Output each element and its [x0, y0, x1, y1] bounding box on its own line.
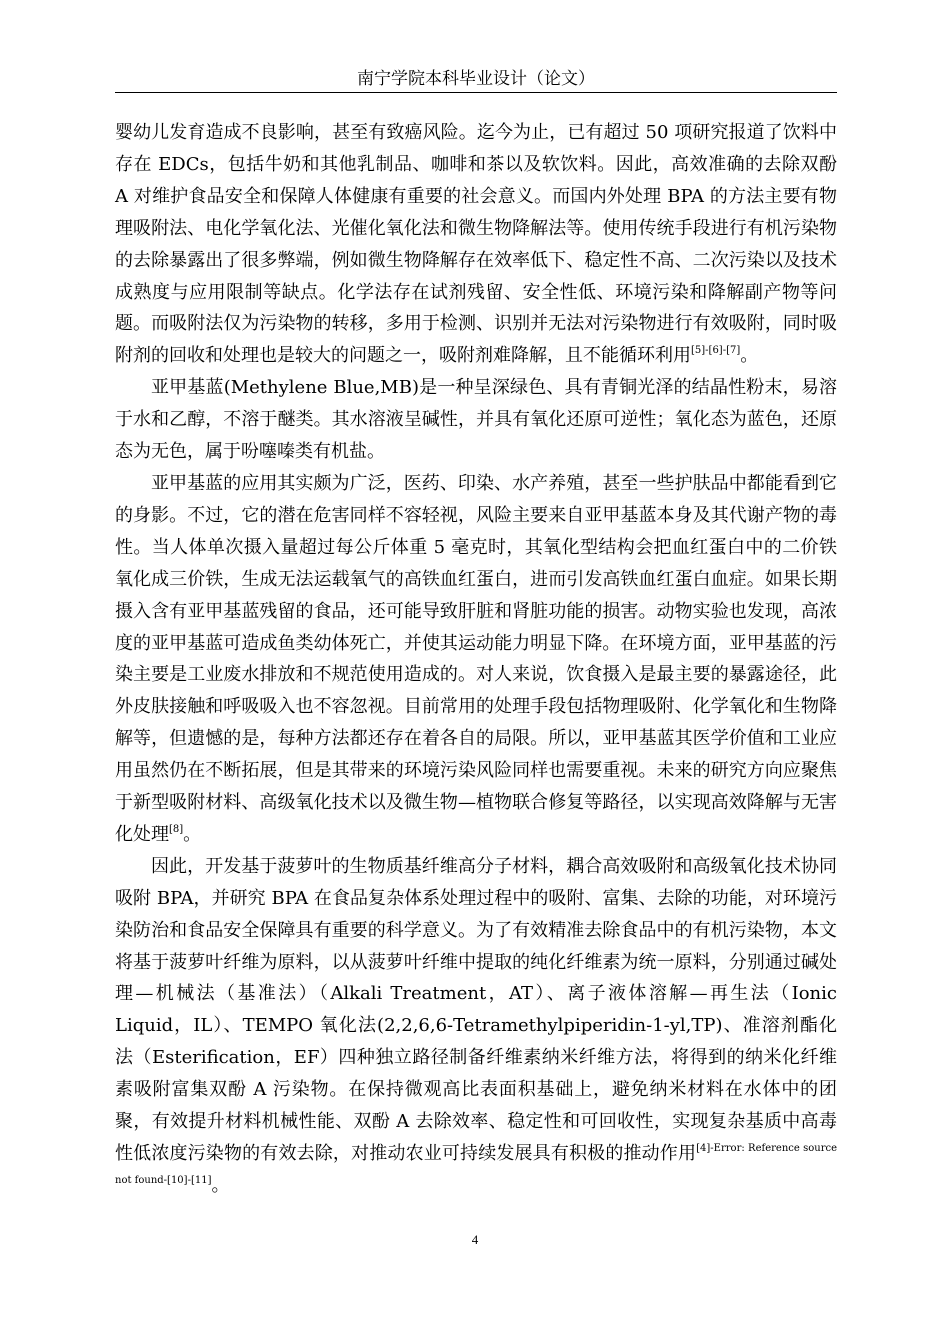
paragraph-end: 。	[740, 345, 759, 367]
paragraph-4	[115, 851, 837, 1202]
paragraph-text: 婴幼儿发育造成不良影响，甚至有致癌风险。迄今为止，已有超过 50 项研究报道了饮料中存在 EDCs，包括牛奶和其他乳制品、咖啡和茶以及软饮料。因此，高效准确的去除双酚 A 对维护食品安全和保障人体健康有重要的社会意义。而国内外处理 BPA 的方法主要有物理吸附法、电化学氧化法、光催化氧化法和微生物降解法等。使用传统手段进行有机污染物的去除暴露出了很多弊端，例如微生物降解存在效率低下、稳定性不高、二次污染以及技术成熟度与应用限制等缺点。化学法存在试剂残留、安全性低、环境污染和降解副产物等问题。而吸附法仅为污染物的转移，多用于检测、识别并无法对污染物进行有效吸附，同时吸附剂的回收和处理也是较大的问题之一，吸附剂难降解，且不能循环利用	[115, 122, 837, 367]
paragraph-1	[115, 117, 837, 372]
body-text	[115, 117, 837, 1202]
citation: [4]-Error: Reference source not found-[10]-[11]	[115, 1143, 838, 1186]
citation: [5]-[6]-[7]	[691, 345, 741, 357]
paragraph-3	[115, 468, 837, 851]
paragraph-text: 因此，开发基于菠萝叶的生物质基纤维高分子材料，耦合高效吸附和高级氧化技术协同吸附 BPA，并研究 BPA 在食品复杂体系处理过程中的吸附、富集、去除的功能，对环境污染防治和食品安全保障具有重要的科学意义。为了有效精准去除食品中的有机污染物，本文将基于菠萝叶纤维为原料，以从菠萝叶纤维中提取的纯化纤维素为统一原料，分别通过碱处理—机械法（基准法）（Alkali Treatment，AT）、离子液体溶解—再生法（Ionic Liquid，IL）、TEMPO 氧化法(2,2,6,6-Tetramethylpiperidin-1-yl,TP)、准溶剂酯化法（Esterification，EF）四种独立路径制备纤维素纳米纤维方法，将得到的纳米化纤维素吸附富集双酚 A 污染物。在保持微观高比表面积基础上，避免纳米材料在水体中的团聚，有效提升材料机械性能、双酚 A 去除效率、稳定性和可回收性，实现复杂基质中高毒性低浓度污染物的有效去除，对推动农业可持续发展具有积极的推动作用	[115, 855, 837, 1164]
citation: [8]	[169, 823, 184, 835]
page-number: 4	[471, 1232, 479, 1247]
page-header-title: 南宁学院本科毕业设计（论文）	[115, 66, 837, 93]
paragraph-2	[115, 372, 837, 468]
paragraph-text: 亚甲基蓝(Methylene Blue,MB)是一种呈深绿色、具有青铜光泽的结晶性粉末，易溶于水和乙醇，不溶于醚类。其水溶液呈碱性，并具有氧化还原可逆性；氧化态为蓝色，还原态为无色，属于吩噻嗪类有机盐。	[115, 377, 837, 463]
paragraph-text: 亚甲基蓝的应用其实颇为广泛，医药、印染、水产养殖，甚至一些护肤品中都能看到它的身影。不过，它的潜在危害同样不容轻视，风险主要来自亚甲基蓝本身及其代谢产物的毒性。当人体单次摄入量超过每公斤体重 5 毫克时，其氧化型结构会把血红蛋白中的二价铁氧化成三价铁，生成无法运载氧气的高铁血红蛋白，进而引发高铁血红蛋白血症。如果长期摄入含有亚甲基蓝残留的食品，还可能导致肝脏和肾脏功能的损害。动物实验也发现，高浓度的亚甲基蓝可造成鱼类幼体死亡，并使其运动能力明显下降。在环境方面，亚甲基蓝的污染主要是工业废水排放和不规范使用造成的。对人来说，饮食摄入是最主要的暴露途径，此外皮肤接触和呼吸吸入也不容忽视。目前常用的处理手段包括物理吸附、化学氧化和生物降解等，但遗憾的是，每种方法都还存在着各自的局限。所以，亚甲基蓝其医学价值和工业应用虽然仍在不断拓展，但是其带来的环境污染风险同样也需要重视。未来的研究方向应聚焦于新型吸附材料、高级氧化技术以及微生物—植物联合修复等路径，以实现高效降解与无害化处理	[115, 472, 837, 845]
paragraph-end: 。	[183, 823, 202, 845]
paragraph-end: 。	[211, 1174, 230, 1196]
